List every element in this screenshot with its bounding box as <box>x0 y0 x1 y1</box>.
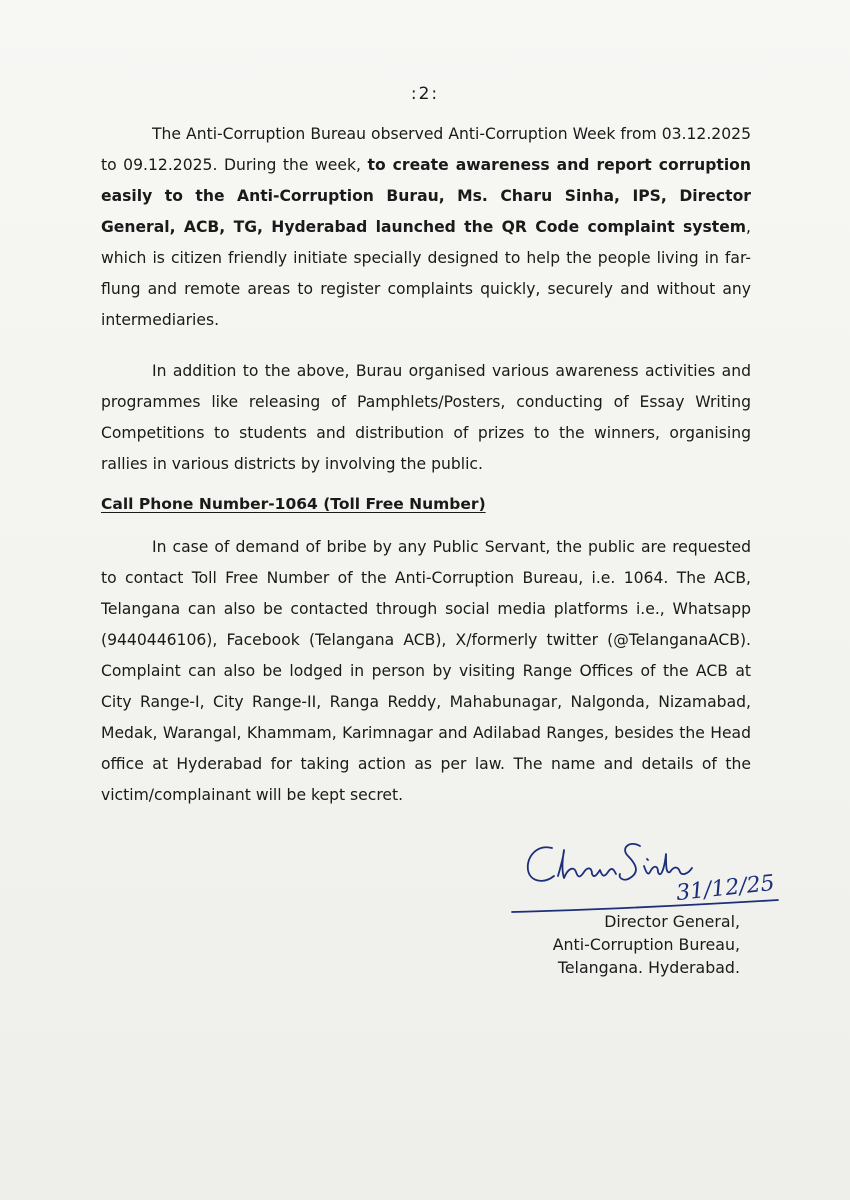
paragraph-2-text: In addition to the above, Burau organised various awareness activities and programmes like releasing of Pamphlets/Posters, conducting of Essay Writing Competitions to students and distribution of prizes to the winners, organising rallies in various districts by involving the public. <box>101 362 751 473</box>
section-heading-toll-free: Call Phone Number-1064 (Toll Free Number) <box>101 495 486 513</box>
paragraph-contact-info <box>101 532 751 811</box>
designation-line-3: Telangana. Hyderabad. <box>557 958 740 977</box>
paragraph-1-rest: , which is citizen friendly initiate specially designed to help the people living in far-flung and remote areas to register complaints quickly, securely and without any intermediaries. <box>101 218 751 329</box>
designation-line-1: Director General, <box>604 912 740 931</box>
handwritten-signature <box>508 832 798 920</box>
signature-date: 31/12/25 <box>674 870 776 907</box>
designation-line-2: Anti-Corruption Bureau, <box>552 935 740 954</box>
paragraph-anti-corruption-week <box>101 119 751 336</box>
paragraph-awareness-activities <box>101 356 751 480</box>
page-number: :2: <box>410 84 440 104</box>
paragraph-1-bold: to create awareness and report corruption easily to the Anti-Corruption Burau, Ms. Charu Sinha, IPS, Director General, ACB, TG, Hyderabad launched the QR Code complaint system <box>101 156 751 236</box>
signatory-designation <box>500 910 740 979</box>
paragraph-1-intro: The Anti-Corruption Bureau observed Anti-Corruption Week from 03.12.2025 to 09.12.2025. During the week, <box>101 125 751 174</box>
paragraph-3-text: In case of demand of bribe by any Public Servant, the public are requested to contact Toll Free Number of the Anti-Corruption Bureau, i.e. 1064. The ACB, Telangana can also be contacted through social media platforms i.e., Whatsapp (9440446106), Facebook (Telangana ACB), X/formerly twitter (@TelanganaACB). Complaint can also be lodged in person by visiting Range Offices of the ACB at City Range-I, City Range-II, Ranga Reddy, Mahabunagar, Nalgonda, Nizamabad, Medak, Warangal, Khammam, Karimnagar and Adilabad Ranges, besides the Head office at Hyderabad for taking action as per law. The name and details of the victim/complainant will be kept secret. <box>101 538 751 804</box>
